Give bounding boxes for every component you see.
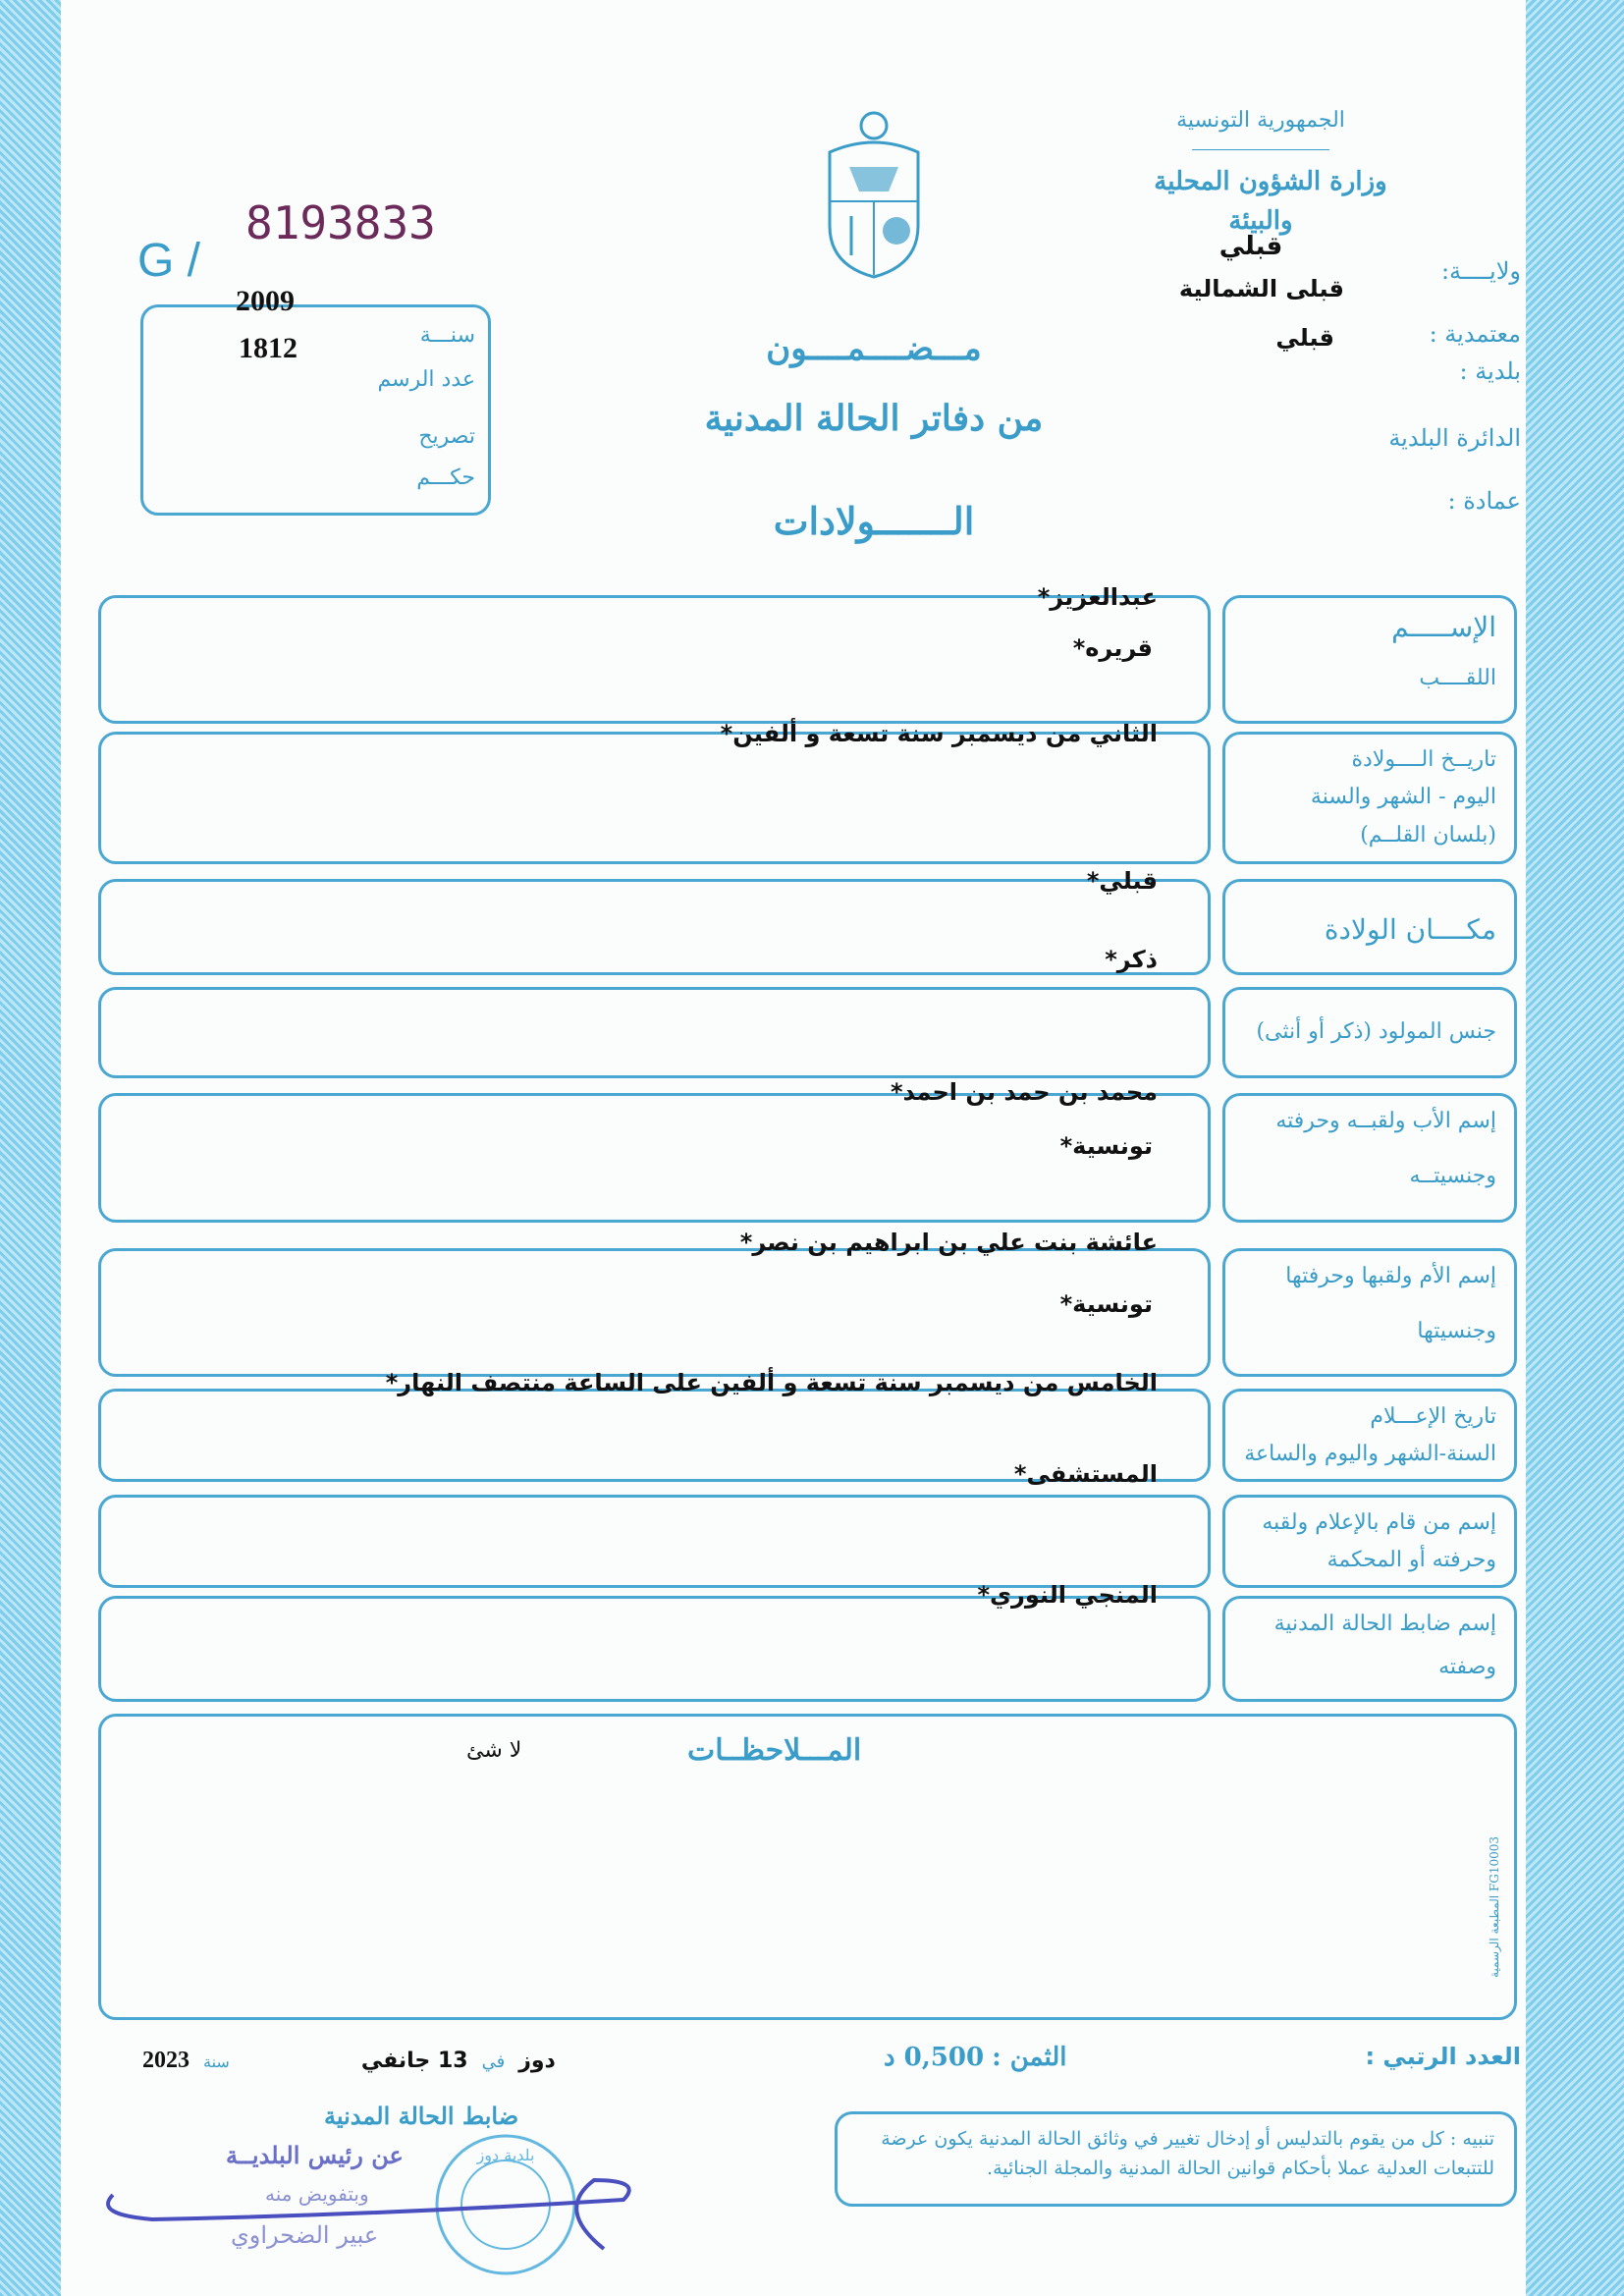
divider — [1192, 149, 1329, 150]
row-name-value-box — [98, 595, 1211, 724]
row-sex-label: جنس المولود (ذكر أو أنثى) — [1256, 1018, 1496, 1044]
act-number: 1812 — [239, 332, 298, 364]
sector-label: عمادة : — [1447, 487, 1521, 515]
remarks-label: المـــلاحظــات — [687, 1733, 862, 1768]
title-summary: مـــضــــمــــون — [766, 329, 982, 368]
remarks-value: لا شئ — [466, 1738, 522, 1763]
row-mother-label: إسم الأم ولقبها وحرفتها — [1285, 1264, 1496, 1288]
row-mother-value: عائشة بنت علي بن ابراهيم بن نصر* — [739, 1229, 1158, 1256]
row-declaration-date-label: تاريخ الإعـــلام — [1370, 1404, 1496, 1429]
row-mother-label2: وجنسيتها — [1417, 1318, 1496, 1343]
row-father-value-2: تونسية* — [1059, 1132, 1153, 1160]
row-mother-value-2: تونسية* — [1059, 1290, 1153, 1318]
price-label: الثمن : — [992, 2043, 1067, 2072]
row-name-value: عبدالعزيز* — [1037, 583, 1158, 611]
ministry-label-2: والبيئة — [1228, 206, 1293, 236]
row-father-value: محمد بن حمد بن احمد* — [890, 1078, 1158, 1106]
row-sex-value: ذكر* — [1105, 946, 1158, 973]
stamp-text: بلدية دوز — [476, 2146, 535, 2164]
security-border-right — [1526, 0, 1624, 2296]
register-year: 2009 — [236, 285, 295, 317]
row-birth-date-label: تاريــخ الــــولادة — [1351, 747, 1496, 772]
governorate-label: ولايــــة: — [1440, 257, 1521, 285]
title-births: الـــــــولادات — [773, 499, 975, 543]
row-father-value-box — [98, 1093, 1211, 1223]
coat-of-arms-icon — [820, 108, 928, 280]
row-birth-place-value-box — [98, 879, 1211, 975]
title-registers: من دفاتر الحالة المدنية — [704, 398, 1044, 439]
row-birth-date-value: الثاني من ديسمبر سنة تسعة و ألفين* — [720, 720, 1158, 747]
security-border-left — [0, 0, 61, 2296]
in-label: في — [481, 2051, 506, 2072]
row-birth-place-label: مكــــان الولادة — [1324, 913, 1496, 946]
price — [884, 2043, 1067, 2072]
signature-line-1: عن رئيس البلديــة — [226, 2141, 404, 2169]
municipality-value: قبلي — [1275, 324, 1334, 352]
row-name-label2: اللقــــب — [1419, 665, 1496, 690]
issue-place: دوز — [518, 2049, 556, 2073]
act-number-label: عدد الرسم — [377, 367, 475, 392]
row-mother-value-box — [98, 1248, 1211, 1377]
row-sex-value-box — [98, 987, 1211, 1078]
issue-date — [142, 2048, 556, 2074]
stamp-and-signature — [93, 2121, 643, 2288]
issue-day-month: 13 جانفي — [360, 2049, 468, 2073]
year-label: سنة — [203, 2052, 230, 2071]
delegation-value: قبلى الشمالية — [1178, 275, 1344, 302]
row-declarant-label2: وحرفته أو المحكمة — [1326, 1547, 1496, 1572]
row-father-label2: وجنسيتــه — [1409, 1164, 1496, 1188]
ministry-label: وزارة الشؤون المحلية — [1154, 167, 1387, 196]
district-label: الدائرة البلدية — [1388, 424, 1521, 452]
legal-notice-box — [835, 2111, 1517, 2207]
judgment-label: حكـــم — [416, 465, 475, 490]
legal-notice: تنبيه : كل من يقوم بالتدليس أو إدخال تغيير في وثائق الحالة المدنية يكون عرضة للتتبعات العدلية عملا بأحكام قوانين الحالة المدنية والمجلة الجنائية. — [881, 2128, 1494, 2180]
serial-order-label: العدد الرتبي : — [1365, 2043, 1521, 2070]
row-declarant-value: المستشفى* — [1013, 1460, 1158, 1488]
delegation-label: معتمدية : — [1429, 320, 1521, 348]
row-officer-label: إسم ضابط الحالة المدنية — [1273, 1612, 1496, 1636]
serial-prefix: G / — [137, 235, 201, 287]
governorate-value-top: قبلي — [1218, 232, 1283, 261]
row-birth-date-label3: (بلسان القلــم) — [1360, 822, 1496, 847]
year-label: سنـــة — [419, 323, 475, 348]
row-birth-place-value: قبلي* — [1086, 867, 1158, 895]
row-officer-value-box — [98, 1596, 1211, 1702]
row-birth-date-value-box — [98, 732, 1211, 864]
serial-number: 8193833 — [245, 196, 436, 249]
declaration-label: تصريح — [418, 424, 475, 449]
row-name-value-2: قريره* — [1072, 634, 1153, 662]
republic-label: الجمهورية التونسية — [1176, 108, 1345, 133]
row-declarant-value-box — [98, 1495, 1211, 1588]
officer-title: ضابط الحالة المدنية — [324, 2102, 519, 2130]
row-officer-value: المنجي النوري* — [977, 1581, 1158, 1609]
row-birth-date-label2: اليوم - الشهر والسنة — [1310, 785, 1496, 810]
row-declarant-label: إسم من قام بالإعلام ولقبه — [1262, 1510, 1496, 1535]
issue-year: 2023 — [142, 2048, 189, 2073]
row-name-label: الإســـــم — [1391, 611, 1496, 643]
printer-mark: المطبعة الرسمية FG10003 — [1488, 1836, 1501, 1978]
row-declaration-date-label2: السنة-الشهر واليوم والساعة — [1244, 1441, 1496, 1466]
signature-line-3: عبير الضحراوي — [231, 2221, 379, 2249]
row-father-label: إسم الأب ولقبــه وحرفته — [1275, 1109, 1496, 1133]
row-officer-label2: وصفته — [1438, 1655, 1496, 1679]
signature-line-2: وبتفويض منه — [265, 2182, 369, 2206]
municipality-label: بلدية : — [1459, 357, 1521, 385]
price-value: 0,500 د — [884, 2043, 985, 2072]
row-declaration-date-value: الخامس من ديسمبر سنة تسعة و ألفين على الساعة منتصف النهار* — [385, 1369, 1158, 1396]
